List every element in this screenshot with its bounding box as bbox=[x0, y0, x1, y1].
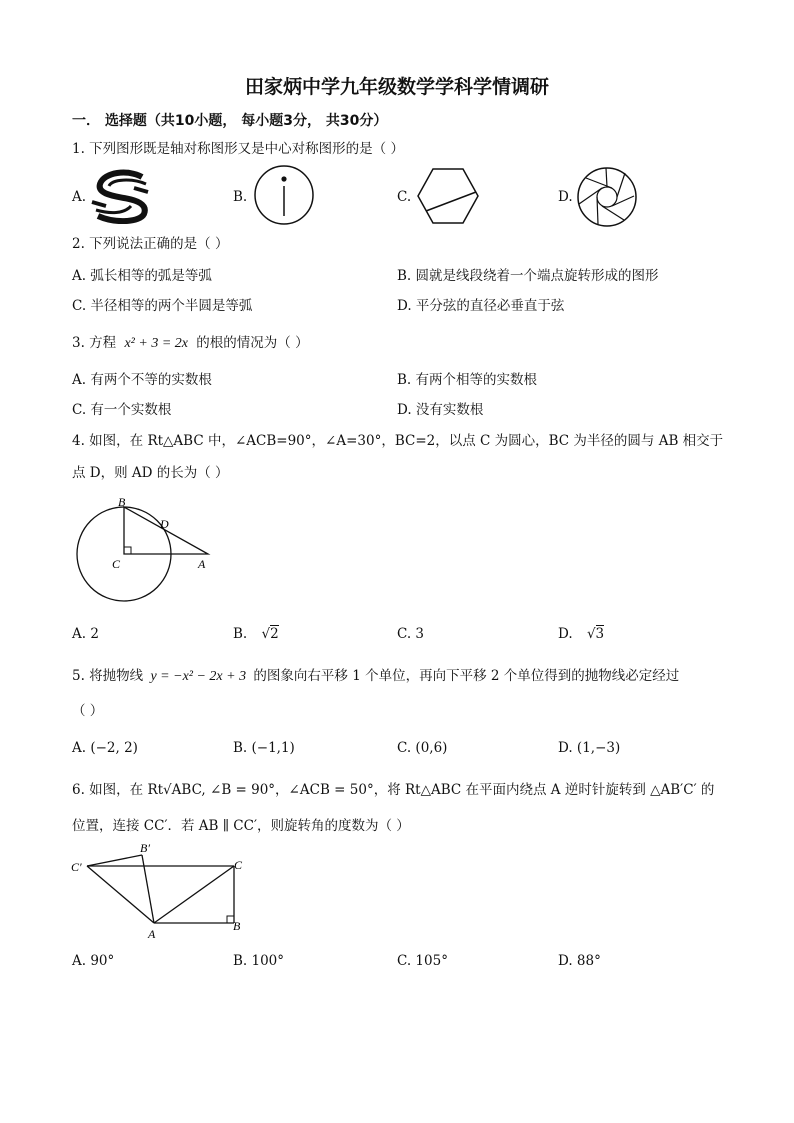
q5-option-c: C. (0,6) bbox=[397, 740, 448, 756]
q3-equation: x² + 3 = 2x bbox=[124, 336, 188, 351]
q4-option-d-label: D. bbox=[558, 626, 573, 642]
q6-figure bbox=[68, 838, 258, 948]
q6-label-c-prime: C′ bbox=[71, 860, 82, 874]
q1-option-a-figure bbox=[90, 168, 150, 224]
q3-option-a: A. 有两个不等的实数根 bbox=[72, 372, 212, 388]
q1-option-c-label: C. bbox=[397, 189, 412, 205]
q4-option-a: A. 2 bbox=[72, 626, 99, 642]
q3-stem bbox=[72, 335, 309, 352]
q3-option-d: D. 没有实数根 bbox=[397, 402, 484, 418]
q5-option-a: A. (−2, 2) bbox=[72, 740, 138, 756]
q4-label-d: D bbox=[160, 517, 169, 531]
sqrt-icon: √ bbox=[261, 626, 271, 642]
page-title: 田家炳中学九年级数学学科学情调研 bbox=[244, 76, 549, 98]
q4-figure bbox=[70, 492, 220, 607]
q3-stem-post: 的根的情况为（ ） bbox=[196, 335, 309, 351]
q5-stem-pre: 5. 将抛物线 bbox=[72, 668, 144, 684]
q1-stem: 1. 下列图形既是轴对称图形又是中心对称图形的是（ ） bbox=[72, 141, 404, 157]
q4-label-c: C bbox=[112, 557, 121, 571]
q5-stem bbox=[72, 668, 679, 685]
q6-stem-line1: 6. 如图，在 Rt√ABC, ∠B = 90°，∠ACB = 50°，将 Rt△ABC 在平面内绕点 A 逆时针旋转到 △AB′C′ 的 bbox=[72, 782, 715, 798]
q1-option-b-figure bbox=[253, 164, 315, 226]
q1-option-a-label: A. bbox=[72, 189, 87, 205]
q2-option-d: D. 平分弦的直径必垂直于弦 bbox=[397, 298, 565, 314]
q3-stem-pre: 3. 方程 bbox=[72, 335, 117, 351]
section-heading: 一． 选择题（共10小题， 每小题3分， 共30分） bbox=[72, 113, 388, 129]
q6-label-a: A bbox=[148, 927, 156, 941]
q6-label-c: C bbox=[234, 858, 243, 872]
q4-option-c: C. 3 bbox=[397, 626, 425, 642]
q4-stem-line2: 点 D，则 AD 的长为（ ） bbox=[72, 465, 229, 481]
q6-label-b-prime: B′ bbox=[140, 841, 150, 855]
q4-label-b: B bbox=[118, 495, 126, 509]
q4-option-b-radicand: 2 bbox=[270, 626, 279, 642]
q4-label-a: A bbox=[198, 557, 206, 571]
q6-option-a: A. 90° bbox=[72, 953, 115, 969]
q5-equation: y = −x² − 2x + 3 bbox=[150, 669, 247, 684]
q4-stem-line1: 4. 如图，在 Rt△ABC 中，∠ACB=90°，∠A=30°，BC=2，以点 C 为圆心，BC 为半径的圆与 AB 相交于 bbox=[72, 433, 724, 449]
q4-option-d bbox=[558, 626, 604, 642]
q2-stem: 2. 下列说法正确的是（ ） bbox=[72, 236, 229, 252]
q6-stem-line2: 位置，连接 CC′．若 AB ∥ CC′，则旋转角的度数为（ ） bbox=[72, 818, 410, 834]
q5-option-b: B. (−1,1) bbox=[233, 740, 295, 756]
q1-option-d-label: D. bbox=[558, 189, 573, 205]
q4-option-b-label: B. bbox=[233, 626, 248, 642]
q4-option-d-radicand: 3 bbox=[595, 626, 605, 642]
q3-option-c: C. 有一个实数根 bbox=[72, 402, 172, 418]
q5-stem-post: 的图象向右平移 1 个单位，再向下平移 2 个单位得到的抛物线必定经过 bbox=[253, 668, 680, 684]
sqrt-icon: √ bbox=[586, 626, 596, 642]
q1-option-c-figure bbox=[416, 167, 480, 225]
q5-stem-line2: （ ） bbox=[72, 703, 104, 719]
q6-option-d: D. 88° bbox=[558, 953, 601, 969]
q6-option-c: C. 105° bbox=[397, 953, 448, 969]
q2-option-c: C. 半径相等的两个半圆是等弧 bbox=[72, 298, 253, 314]
q6-option-b: B. 100° bbox=[233, 953, 285, 969]
q6-label-b: B bbox=[233, 919, 241, 933]
q4-option-b bbox=[233, 626, 279, 642]
q1-option-d-figure bbox=[576, 166, 638, 228]
q1-option-b-label: B. bbox=[233, 189, 248, 205]
q5-option-d: D. (1,−3) bbox=[558, 740, 621, 756]
q3-option-b: B. 有两个相等的实数根 bbox=[397, 372, 538, 388]
q2-option-b: B. 圆就是线段绕着一个端点旋转形成的图形 bbox=[397, 268, 659, 284]
q2-option-a: A. 弧长相等的弧是等弧 bbox=[72, 268, 212, 284]
